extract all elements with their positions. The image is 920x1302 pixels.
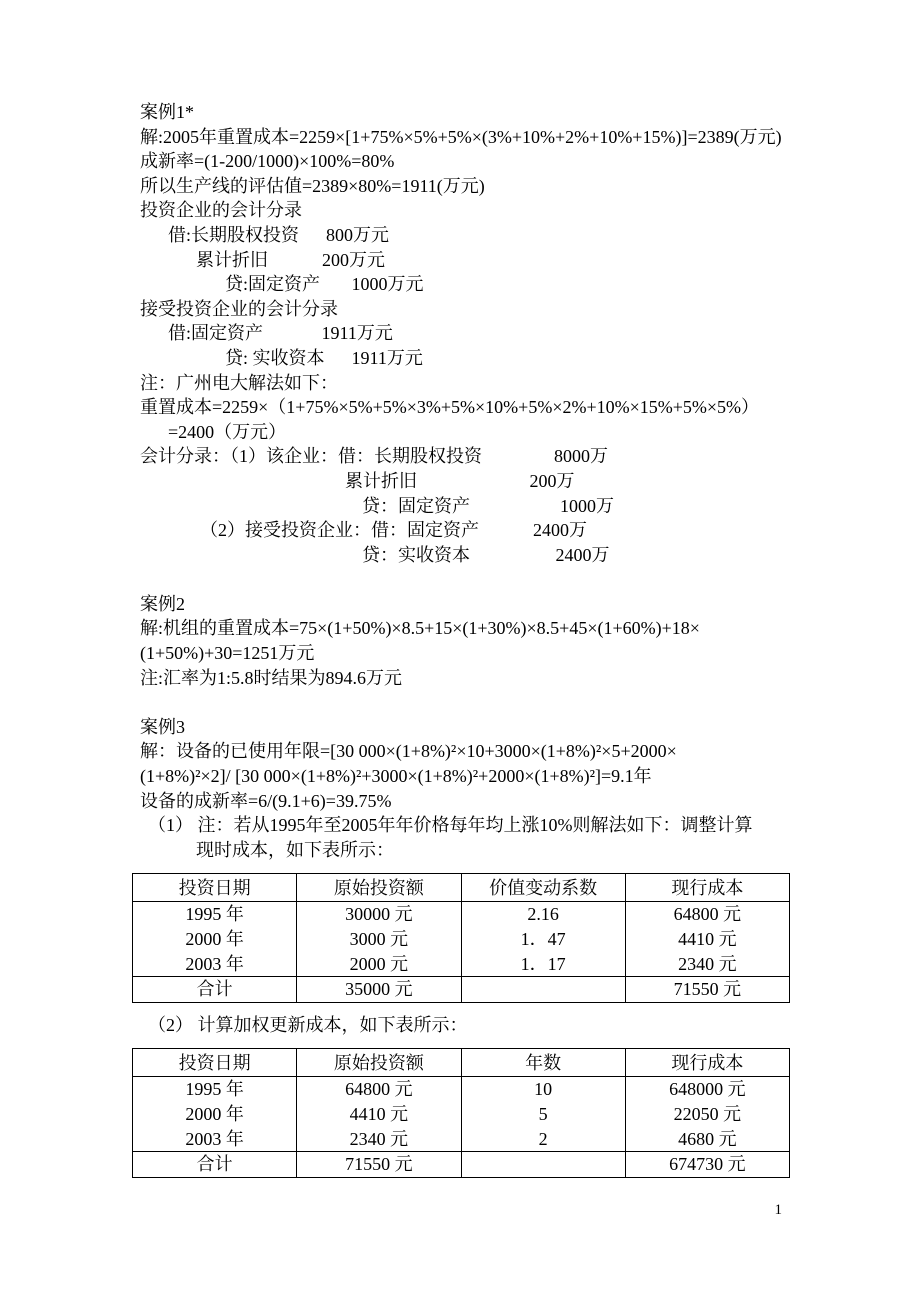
table-cell: 71550 元 (625, 977, 789, 1003)
journal-entry-line: （2）接受投资企业：借：固定资产 2400万 (200, 520, 587, 541)
table-row (133, 927, 790, 952)
table-cell: 674730 元 (625, 1152, 789, 1178)
journal-entry-line: 累计折旧 200万 (345, 470, 575, 491)
table-row (133, 1127, 790, 1152)
table-cell: 2003 年 (185, 1128, 244, 1149)
table-cell: 2340 元 (625, 952, 789, 977)
note-line: 注:汇率为1:5.8时结果为894.6万元 (140, 667, 403, 688)
case-3-heading: 案例3 (140, 716, 185, 737)
price-adjustment-table (132, 873, 790, 1002)
journal-entry-line: 借:固定资产 1911万元 (168, 323, 393, 344)
table-cell: 2003 年 (185, 953, 244, 974)
table-cell: 2000 年 (185, 1103, 244, 1124)
table-header-cell: 投资日期 (133, 874, 297, 902)
table-cell: 合计 (133, 1152, 297, 1178)
table-header-cell: 现行成本 (625, 874, 789, 902)
table-cell: 2.16 (461, 902, 625, 927)
text-line: （2） 计算加权更新成本，如下表所示： (148, 1014, 468, 1035)
table-header-row (133, 874, 790, 902)
table-cell: 4680 元 (625, 1127, 789, 1152)
note-line: 注：广州电大解法如下： (140, 372, 338, 393)
text-line: 解:2005年重置成本=2259×[1+75%×5%+5%×(3%+10%+2%+10%+15%)]=2389(万元) (140, 126, 782, 147)
text-line: 重置成本=2259×（1+75%×5%+5%×3%+5%×10%+5%×2%+10%×15%+5%×5%） (140, 397, 760, 418)
weighted-renewal-cost-table (132, 1048, 790, 1177)
journal-entry-line: 贷：实收资本 2400万 (362, 544, 610, 565)
table-row (133, 1102, 790, 1127)
journal-entry-line: 贷: 实收资本 1911万元 (225, 347, 423, 368)
text-line: 设备的成新率=6/(9.1+6)=39.75% (140, 790, 392, 811)
text-line: 接受投资企业的会计分录 (140, 298, 338, 319)
table-cell: 合计 (133, 977, 297, 1003)
text-line: 解：设备的已使用年限=[30 000×(1+8%)²×10+3000×(1+8%)²×5+2000× (140, 741, 677, 762)
text-line: 所以生产线的评估值=2389×80%=1911(万元) (140, 175, 485, 196)
table-header-cell: 原始投资额 (297, 1049, 461, 1077)
journal-entry-line: 贷：固定资产 1000万 (362, 495, 614, 516)
table-cell (461, 977, 625, 1003)
table-cell: 22050 元 (625, 1102, 789, 1127)
table-cell: 1995 年 (185, 1079, 244, 1100)
journal-entry-line: 贷:固定资产 1000万元 (225, 274, 424, 295)
table-cell: 648000 元 (625, 1077, 789, 1102)
table-header-cell: 原始投资额 (297, 874, 461, 902)
table-cell: 2 (461, 1127, 625, 1152)
table-cell: 5 (461, 1102, 625, 1127)
text-line: 解:机组的重置成本=75×(1+50%)×8.5+15×(1+30%)×8.5+45×(1+60%)+18× (140, 618, 700, 639)
table-cell (461, 1152, 625, 1178)
page-number: 1 (774, 1202, 782, 1218)
journal-entry-line: 会计分录：（1）该企业：借：长期股权投资 8000万 (140, 446, 608, 467)
text-line: =2400（万元） (168, 421, 287, 442)
table-cell: 2000 元 (297, 952, 461, 977)
table-cell: 3000 元 (297, 927, 461, 952)
text-line: (1+8%)²×2]/ [30 000×(1+8%)²+3000×(1+8%)²+2000×(1+8%)²]=9.1年 (140, 766, 652, 787)
table-cell: 1．17 (461, 952, 625, 977)
text-line: 投资企业的会计分录 (140, 200, 302, 221)
table-cell: 4410 元 (297, 1102, 461, 1127)
table-cell: 2340 元 (297, 1127, 461, 1152)
text-line: (1+50%)+30=1251万元 (140, 643, 315, 664)
table-cell: 71550 元 (297, 1152, 461, 1178)
case-1-heading: 案例1* (140, 102, 194, 122)
table-header-cell: 投资日期 (133, 1049, 297, 1077)
journal-entry-line: 累计折旧 200万元 (196, 249, 385, 270)
table-total-row (133, 977, 790, 1003)
table-cell: 4410 元 (625, 927, 789, 952)
table-cell: 30000 元 (297, 902, 461, 927)
table-header-cell: 价值变动系数 (461, 874, 625, 902)
text-line: 现时成本，如下表所示： (196, 839, 394, 860)
table-row (133, 952, 790, 977)
table-cell: 64800 元 (625, 902, 789, 927)
table-header-row (133, 1049, 790, 1077)
table-header-cell: 年数 (461, 1049, 625, 1077)
table-cell: 1995 年 (185, 904, 244, 925)
case-2-heading: 案例2 (140, 593, 185, 614)
table-row (133, 1077, 790, 1102)
table-cell: 64800 元 (297, 1077, 461, 1102)
journal-entry-line: 借:长期股权投资 800万元 (168, 224, 390, 245)
table-total-row (133, 1152, 790, 1178)
text-line: （1） 注：若从1995年至2005年年价格每年均上涨10%则解法如下：调整计算 (148, 815, 753, 836)
table-cell: 2000 年 (185, 929, 244, 949)
table-header-cell: 现行成本 (625, 1049, 789, 1077)
table-cell: 1．47 (461, 927, 625, 952)
table-cell: 35000 元 (297, 977, 461, 1003)
table-row (133, 902, 790, 927)
table-cell: 10 (461, 1077, 625, 1102)
text-line: 成新率=(1-200/1000)×100%=80% (140, 151, 395, 172)
